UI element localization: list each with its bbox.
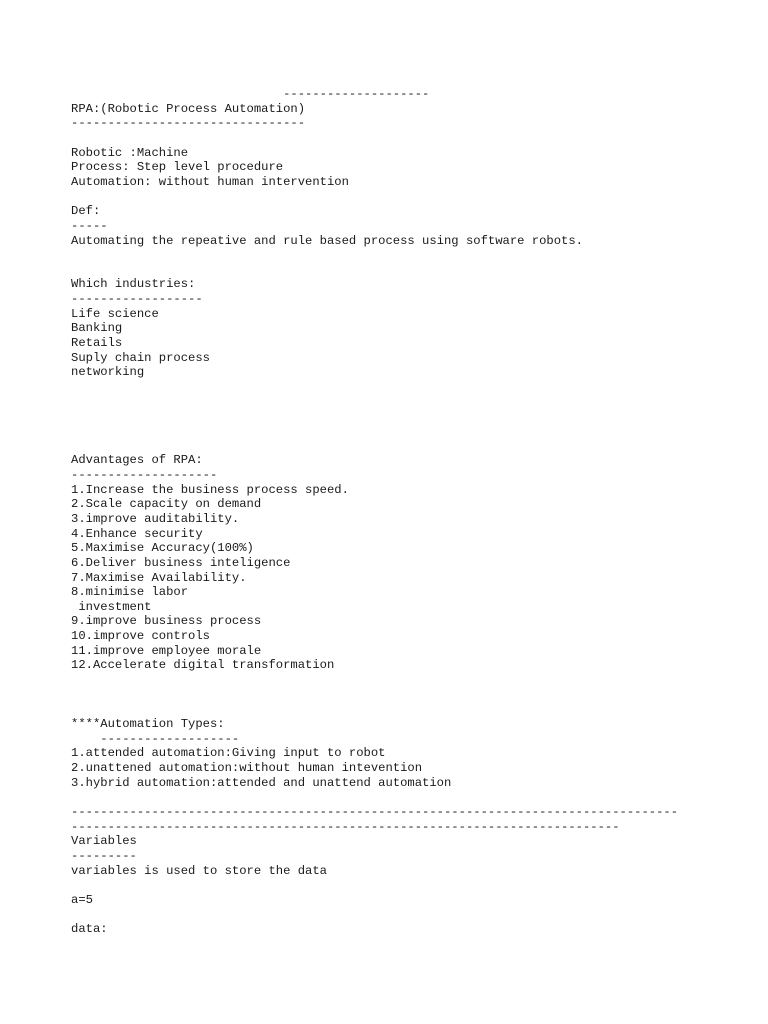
text-line: 3.improve auditability. bbox=[71, 511, 240, 526]
text-line bbox=[71, 380, 751, 395]
text-line: 3.hybrid automation:attended and unattend automation bbox=[71, 775, 452, 790]
text-line: Automation: without human intervention bbox=[71, 174, 349, 189]
text-line: a=5 bbox=[71, 892, 93, 907]
text-line bbox=[71, 878, 751, 893]
text-line bbox=[71, 131, 751, 146]
text-line bbox=[71, 688, 751, 703]
text-line bbox=[71, 439, 751, 454]
text-line bbox=[71, 248, 751, 263]
text-line: Variables bbox=[71, 834, 137, 849]
text-line: 10.improve controls bbox=[71, 629, 210, 644]
text-line bbox=[71, 190, 751, 205]
text-line: Suply chain process bbox=[71, 350, 210, 365]
text-line bbox=[71, 702, 751, 717]
text-line: Process: Step level procedure bbox=[71, 160, 284, 175]
text-line bbox=[71, 395, 751, 410]
text-line bbox=[71, 673, 751, 688]
text-line: 11.improve employee morale bbox=[71, 643, 262, 658]
text-line: -------------------- bbox=[71, 467, 218, 482]
text-line: --------------------------------------------------------------------------- bbox=[71, 819, 620, 834]
text-line: Automating the repeative and rule based process using software robots. bbox=[71, 233, 583, 248]
text-line: 2.Scale capacity on demand bbox=[71, 497, 262, 512]
text-line: Def: bbox=[71, 204, 101, 219]
text-line: investment bbox=[71, 599, 152, 614]
text-line: 1.Increase the business process speed. bbox=[71, 482, 349, 497]
document-body bbox=[71, 87, 751, 937]
text-line: -------------------------------- bbox=[71, 116, 306, 131]
text-line: ------------------ bbox=[71, 292, 203, 307]
text-line bbox=[71, 908, 751, 923]
text-line: 7.Maximise Availability. bbox=[71, 570, 247, 585]
text-line bbox=[71, 409, 751, 424]
text-line: -------------------- bbox=[71, 87, 430, 101]
text-line: 1.attended automation:Giving input to robot bbox=[71, 746, 386, 761]
text-line: Retails bbox=[71, 336, 123, 351]
text-line: RPA:(Robotic Process Automation) bbox=[71, 101, 306, 116]
text-line: 9.improve business process bbox=[71, 614, 262, 629]
text-line: Which industries: bbox=[71, 277, 196, 292]
text-line: 6.Deliver business inteligence bbox=[71, 555, 291, 570]
text-line bbox=[71, 263, 751, 278]
text-line: networking bbox=[71, 365, 145, 380]
text-line bbox=[71, 424, 751, 439]
text-line: ----------------------------------------------------------------------------------- bbox=[71, 804, 679, 819]
text-line: ----- bbox=[71, 218, 108, 233]
text-line: 4.Enhance security bbox=[71, 526, 203, 541]
text-line: 8.minimise labor bbox=[71, 585, 189, 600]
text-line: 2.unattened automation:without human intevention bbox=[71, 761, 423, 775]
text-line: 5.Maximise Accuracy(100%) bbox=[71, 541, 254, 556]
text-line: Robotic :Machine bbox=[71, 145, 189, 160]
text-line: Life science bbox=[71, 306, 159, 321]
text-line: --------- bbox=[71, 848, 137, 863]
text-line: ****Automation Types: bbox=[71, 717, 225, 732]
text-line: variables is used to store the data bbox=[71, 863, 327, 878]
text-line: 12.Accelerate digital transformation bbox=[71, 658, 335, 673]
text-line: Advantages of RPA: bbox=[71, 453, 203, 468]
text-line bbox=[71, 790, 751, 805]
text-line: Banking bbox=[71, 321, 123, 336]
text-line: data: bbox=[71, 922, 108, 937]
text-line: ------------------- bbox=[71, 731, 240, 746]
